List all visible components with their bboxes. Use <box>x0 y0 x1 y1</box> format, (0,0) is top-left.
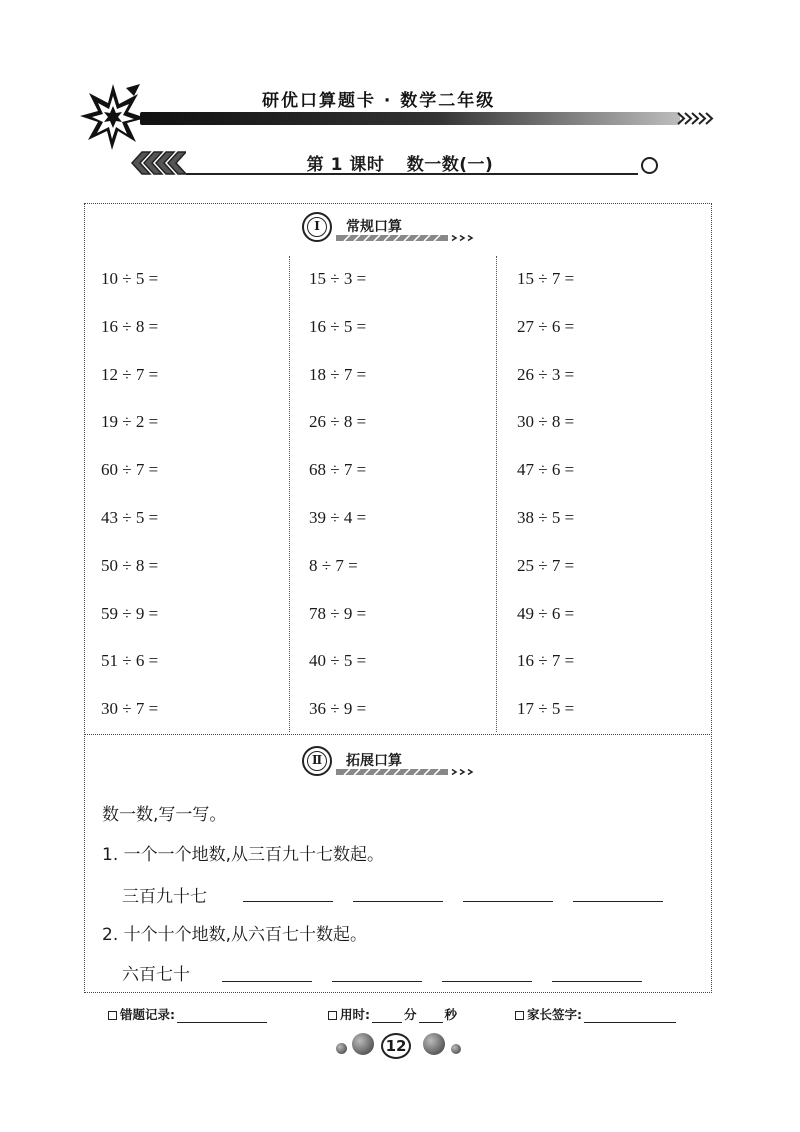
problem: 27 ÷ 6 = <box>517 316 575 336</box>
section2-badge <box>302 746 502 780</box>
problem: 17 ÷ 5 = <box>517 699 575 719</box>
star-logo-icon <box>78 82 148 152</box>
problem: 43 ÷ 5 = <box>101 507 159 527</box>
problem: 30 ÷ 7 = <box>101 699 159 719</box>
lesson-number: 第 1 课时 <box>306 155 385 175</box>
mistakes-checkbox[interactable] <box>108 1011 117 1020</box>
question-1-text: 1. 一个一个地数,从三百九十七数起。 <box>102 845 385 865</box>
instruction-text: 数一数,写一写。 <box>102 805 227 825</box>
problem: 19 ÷ 2 = <box>101 412 159 432</box>
answer-blank[interactable] <box>243 901 333 902</box>
minutes-blank[interactable] <box>372 1010 402 1023</box>
problem: 60 ÷ 7 = <box>101 460 159 480</box>
decor-dot-icon <box>423 1033 445 1055</box>
problem: 50 ÷ 8 = <box>101 555 159 575</box>
problem: 49 ÷ 6 = <box>517 603 575 623</box>
question-2-start: 六百七十 <box>122 965 190 985</box>
problem: 40 ÷ 5 = <box>309 651 367 671</box>
chevrons-right-icon <box>676 110 716 127</box>
answer-blank[interactable] <box>332 981 422 982</box>
section1-title: 常规口算 <box>346 219 402 235</box>
seconds-unit: 秒 <box>444 1007 458 1022</box>
problem: 16 ÷ 5 = <box>309 316 367 336</box>
problem: 36 ÷ 9 = <box>309 699 367 719</box>
parent-signature <box>515 1005 678 1023</box>
question-1-start: 三百九十七 <box>122 887 207 907</box>
problem: 15 ÷ 3 = <box>309 269 367 288</box>
header-bar <box>140 112 680 125</box>
section2-title: 拓展口算 <box>346 753 402 769</box>
problem-column-2 <box>309 266 499 744</box>
lesson-title <box>0 150 800 175</box>
answer-blank[interactable] <box>552 981 642 982</box>
problem: 59 ÷ 9 = <box>101 603 159 623</box>
problem: 78 ÷ 9 = <box>309 603 367 623</box>
answer-blank[interactable] <box>222 981 312 982</box>
answer-blank[interactable] <box>353 901 443 902</box>
problem-column-3 <box>517 266 707 744</box>
problem: 51 ÷ 6 = <box>101 651 159 671</box>
problem: 68 ÷ 7 = <box>309 460 367 480</box>
problem: 39 ÷ 4 = <box>309 507 367 527</box>
problem: 26 ÷ 8 = <box>309 412 367 432</box>
problem: 16 ÷ 7 = <box>517 651 575 671</box>
decor-dot-icon <box>352 1033 374 1055</box>
parent-sign-label: 家长签字: <box>527 1007 582 1022</box>
problem: 25 ÷ 7 = <box>517 555 575 575</box>
section2-numeral-circle <box>302 746 332 776</box>
mistakes-label: 错题记录: <box>120 1007 175 1022</box>
seconds-blank[interactable] <box>419 1010 443 1023</box>
problem: 8 ÷ 7 = <box>309 555 358 575</box>
book-title: 研优口算题卡 · 数学二年级 <box>262 91 496 111</box>
problem: 30 ÷ 8 = <box>517 412 575 432</box>
section1-badge <box>302 212 502 246</box>
signature-blank[interactable] <box>584 1010 676 1023</box>
problem: 47 ÷ 6 = <box>517 460 575 480</box>
section1-numeral: Ⅰ <box>307 217 327 237</box>
time-label: 用时: <box>340 1007 370 1022</box>
signature-checkbox[interactable] <box>515 1011 524 1020</box>
lesson-name: 数一数(一) <box>406 155 494 175</box>
page-number: 12 <box>381 1033 411 1059</box>
problem: 10 ÷ 5 = <box>101 269 159 288</box>
problem: 18 ÷ 7 = <box>309 364 367 384</box>
problem: 16 ÷ 8 = <box>101 316 159 336</box>
problem: 12 ÷ 7 = <box>101 364 159 384</box>
problem: 38 ÷ 5 = <box>517 507 575 527</box>
mistakes-blank[interactable] <box>177 1010 267 1023</box>
question-2-text: 2. 十个十个地数,从六百七十数起。 <box>102 925 368 945</box>
answer-blank[interactable] <box>442 981 532 982</box>
time-used <box>328 1005 457 1023</box>
answer-blank[interactable] <box>463 901 553 902</box>
problem: 15 ÷ 7 = <box>517 269 575 288</box>
section1-numeral-circle <box>302 212 332 242</box>
stripe-arrow-icon <box>336 235 478 241</box>
section2-numeral: Ⅱ <box>307 751 327 771</box>
minutes-unit: 分 <box>404 1007 417 1022</box>
decor-dot-icon <box>451 1044 461 1054</box>
answer-blank[interactable] <box>573 901 663 902</box>
mistakes-record <box>108 1005 269 1023</box>
problem: 26 ÷ 3 = <box>517 364 575 384</box>
decor-dot-icon <box>336 1043 347 1054</box>
time-checkbox[interactable] <box>328 1011 337 1020</box>
stripe-arrow-icon <box>336 769 478 775</box>
problem-column-1 <box>101 266 291 744</box>
